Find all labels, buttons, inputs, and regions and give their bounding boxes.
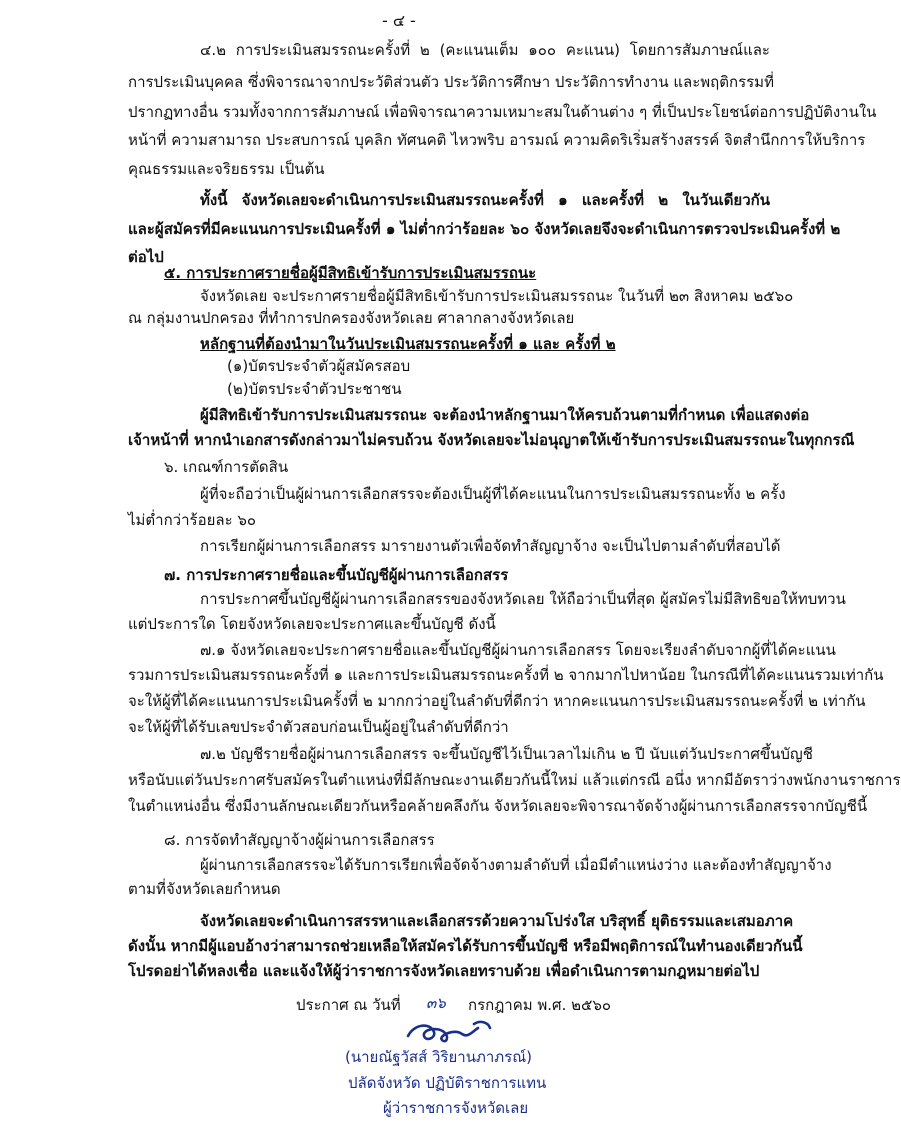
section-4-2-line-1: ๔.๒ การประเมินสมรรถนะครั้งที่ ๒ (คะแนนเต็ม ๑๐๐ คะแนน) โดยการสัมภาษณ์และ [200,41,770,59]
note-line-3: ต่อไป [128,248,164,266]
section-7-intro-line-1: การประกาศขึ้นบัญชีผู้ผ่านการเลือกสรรของจังหวัดเลย ให้ถือว่าเป็นที่สุด ผู้สมัครไม่มีสิทธิขอให้ทบทวน [200,590,846,608]
section-7-heading: ๗. การประกาศรายชื่อและขึ้นบัญชีผู้ผ่านการเลือกสรร [164,566,509,584]
item-7-2-line-3: ในตำแหน่งอื่น ซึ่งมีงานลักษณะเดียวกันหรือคล้ายคลึงกัน จังหวัดเลยจะพิจารณาจัดจ้างผู้ผ่านการเลือกสรรจากบัญชีนี้ [128,797,868,815]
evidence-item-2: (๒)บัตรประจำตัวประชาชน [227,380,402,398]
item-7-2-line-2: หรือนับแต่วันประกาศรับสมัครในตำแหน่งที่มีลักษณะงานเดียวกันนี้ใหม่ แล้วแต่กรณี อนึ่ง หากมีอัตราว่างพนักงานราชการ [128,771,901,789]
section-6-call-line: การเรียกผู้ผ่านการเลือกสรร มารายงานตัวเพื่อจัดทำสัญญาจ้าง จะเป็นไปตามลำดับที่สอบได้ [200,537,781,555]
section-6-line-1: ผู้ที่จะถือว่าเป็นผู้ผ่านการเลือกสรรจะต้องเป็นผู้ที่ได้คะแนนในการประเมินสมรรถนะทั้ง ๒ ครั้ง [200,485,786,503]
item-7-1-line-3: จะให้ผู้ที่ได้คะแนนการประเมินครั้งที่ ๒ มากกว่าอยู่ในลำดับที่ดีกว่า หากคะแนนการประเมินสมรรถนะครั้งที่ ๒ เท่ากัน [128,692,866,710]
evidence-rule-line-1: ผู้มีสิทธิเข้ารับการประเมินสมรรถนะ จะต้องนำหลักฐานมาให้ครบถ้วนตามที่กำหนด เพื่อแสดงต่อ [200,406,810,424]
section-8-heading: ๘. การจัดทำสัญญาจ้างผู้ผ่านการเลือกสรร [164,831,435,849]
evidence-heading: หลักฐานที่ต้องนำมาในวันประเมินสมรรถนะครั้งที่ ๑ และ ครั้งที่ ๒ [200,335,616,353]
section-5-line-2: ณ กลุ่มงานปกครอง ที่ทำการปกครองจังหวัดเลย ศาลากลางจังหวัดเลย [128,309,575,327]
item-7-2-line-1: ๗.๒ บัญชีรายชื่อผู้ผ่านการเลือกสรร จะขึ้นบัญชีไว้เป็นเวลาไม่เกิน ๒ ปี นับแต่วันประกาศขึ้นบัญชี [200,745,813,763]
item-7-1-line-4: จะให้ผู้ที่ได้รับเลขประจำตัวสอบก่อนเป็นผู้อยู่ในลำดับที่ดีกว่า [128,718,509,736]
closing-line-3: โปรดอย่าได้หลงเชื่อ และแจ้งให้ผู้ว่าราชการจังหวัดเลยทราบด้วย เพื่อดำเนินการตามกฎหมายต่อไป [128,962,760,980]
signatory-position-1: ปลัดจังหวัด ปฏิบัติราชการแทน [348,1074,547,1092]
section-7-intro-line-2: แต่ประการใด โดยจังหวัดเลยจะประกาศและขึ้นบัญชี ดังนี้ [128,615,496,633]
announcement-date-prefix: ประกาศ ณ วันที่ [296,996,401,1014]
signatory-position-2: ผู้ว่าราชการจังหวัดเลย [383,1099,529,1117]
page-number: - ๔ - [382,11,416,30]
section-4-2-line-3: ปรากฏทางอื่น รวมทั้งจากการสัมภาษณ์ เพื่อพิจารณาความเหมาะสมในด้านต่าง ๆ ที่เป็นประโยชน์ต่อการปฏิบัติงานใน [128,103,877,121]
item-7-1-line-2: รวมการประเมินสมรรถนะครั้งที่ ๑ และการประเมินสมรรถนะครั้งที่ ๒ จากมากไปหาน้อย ในกรณีที่ได้คะแนนรวมเท่ากัน [128,666,884,684]
signatory-name: (นายณัฐวัสส์ วิริยานภาภรณ์) [345,1048,532,1066]
announcement-date-day: ๓๖ [426,994,446,1012]
closing-line-2: ดังนั้น หากมีผู้แอบอ้างว่าสามารถช่วยเหลือให้สมัครได้รับการขึ้นบัญชี หรือมีพฤติการณ์ในทำนองเดียวกันนี้ [128,937,803,955]
item-7-1-line-1: ๗.๑ จังหวัดเลยจะประกาศรายชื่อและขึ้นบัญชีผู้ผ่านการเลือกสรร โดยจะเรียงลำดับจากผู้ที่ได้คะแนน [200,641,836,659]
section-8-line-2: ตามที่จังหวัดเลยกำหนด [128,880,281,898]
announcement-date-month-year: กรกฎาคม พ.ศ. ๒๕๖๐ [468,996,612,1014]
note-line-1: ทั้งนี้ จังหวัดเลยจะดำเนินการประเมินสมรรถนะครั้งที่ ๑ และครั้งที่ ๒ ในวันเดียวกัน [200,191,770,209]
section-4-2-line-5: คุณธรรมและจริยธรรม เป็นต้น [128,160,325,178]
section-6-line-2: ไม่ต่ำกว่าร้อยละ ๖๐ [128,511,257,529]
section-6-heading: ๖. เกณฑ์การตัดสิน [164,458,289,476]
section-5-heading: ๕. การประกาศรายชื่อผู้มีสิทธิเข้ารับการประเมินสมรรถนะ [164,264,537,282]
section-5-line-1: จังหวัดเลย จะประกาศรายชื่อผู้มีสิทธิเข้ารับการประเมินสมรรถนะ ในวันที่ ๒๓ สิงหาคม ๒๕๖๐ [200,287,794,305]
note-line-2: และผู้สมัครที่มีคะแนนการประเมินครั้งที่ ๑ ไม่ต่ำกว่าร้อยละ ๖๐ จังหวัดเลยจึงจะดำเนินการตรวจประเมินครั้งที่ ๒ [128,220,841,238]
evidence-rule-line-2: เจ้าหน้าที่ หากนำเอกสารดังกล่าวมาไม่ครบถ้วน จังหวัดเลยจะไม่อนุญาตให้เข้ารับการประเมินสมรรถนะในทุกกรณี [128,431,855,449]
section-4-2-line-2: การประเมินบุคคล ซึ่งพิจารณาจากประวัติส่วนตัว ประวัติการศึกษา ประวัติการทำงาน และพฤติกรรมที่ [128,73,774,91]
closing-line-1: จังหวัดเลยจะดำเนินการสรรหาและเลือกสรรด้วยความโปร่งใส บริสุทธิ์ ยุติธรรมและเสมอภาค [200,912,794,930]
section-4-2-line-4: หน้าที่ ความสามารถ ประสบการณ์ บุคลิก ทัศนคติ ไหวพริบ อารมณ์ ความคิดริเริ่มสร้างสรรค์ จิตสำนึกการให้บริการ [128,131,866,149]
evidence-item-1: (๑)บัตรประจำตัวผู้สมัครสอบ [227,357,411,375]
section-8-line-1: ผู้ผ่านการเลือกสรรจะได้รับการเรียกเพื่อจัดจ้างตามลำดับที่ เมื่อมีตำแหน่งว่าง และต้องทำสัญญาจ้าง [200,856,832,874]
